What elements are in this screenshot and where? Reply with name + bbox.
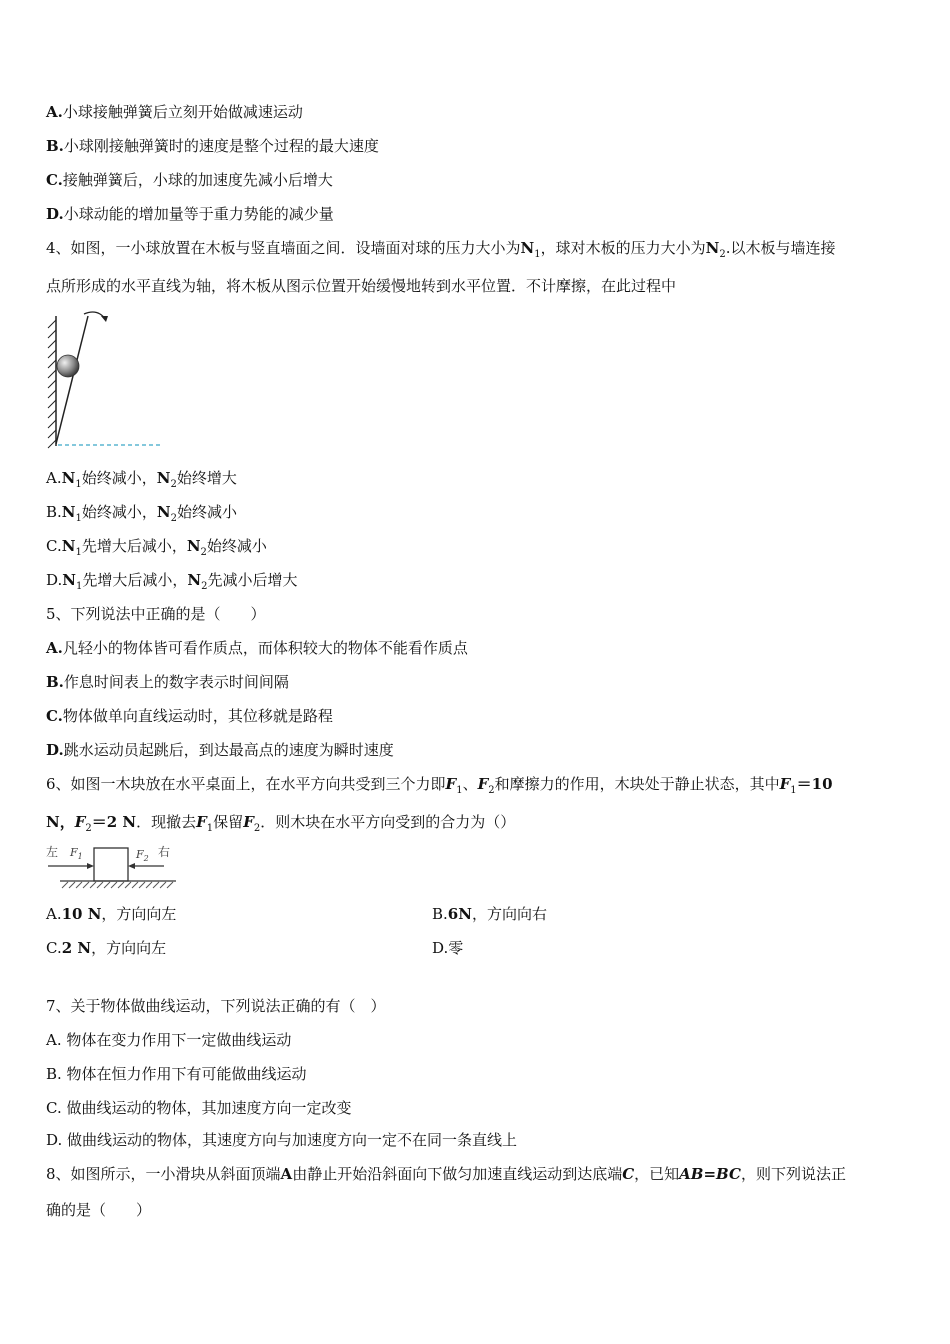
q3-option-a: A.小球接触弹簧后立刻开始做减速运动 [46, 103, 303, 121]
label-f1: $F_1$ [70, 846, 83, 861]
q5-option-d: D.跳水运动员起跳后，到达最高点的速度为瞬时速度 [46, 741, 394, 759]
q6-option-b: B.6N，方向向右 [432, 905, 547, 923]
q3-option-b: B.小球刚接触弹簧时的速度是整个过程的最大速度 [46, 137, 379, 155]
q7-option-b: B. 物体在恒力作用下有可能做曲线运动 [46, 1065, 307, 1083]
q6-stem-line1: 6、如图一木块放在水平桌面上，在水平方向共受到三个力即$F_1$、$F_2$和摩擦力的作用，木块处于静止状态，其中$F_1=10$ [46, 775, 833, 796]
q4-option-d: $D.N_1$先增大后减小，$N_2$先减小后增大 [46, 571, 298, 592]
wooden-block [94, 848, 128, 881]
q8-stem-line2: 确的是（ ） [46, 1201, 152, 1219]
q5-option-c: C.物体做单向直线运动时，其位移就是路程 [46, 707, 333, 725]
q3-option-c: C.接触弹簧后，小球的加速度先减小后增大 [46, 171, 333, 189]
q4-stem-line1: 4、如图，一小球放置在木板与竖直墙面之间．设墙面对球的压力大小为$N_1$，球对木板的压力大小为$N_2$.以木板与墙连接 [46, 239, 836, 260]
q4-option-a: $A.N_1$始终减小，$N_2$始终增大 [46, 469, 237, 490]
q7-option-c: C. 做曲线运动的物体，其加速度方向一定改变 [46, 1099, 352, 1117]
q5-stem: 5、下列说法中正确的是（ ） [46, 605, 266, 623]
board-line [56, 316, 88, 444]
label-right: 右 [158, 845, 171, 859]
ball [57, 355, 79, 377]
wall-ball-board-figure [40, 306, 170, 452]
q5-option-b: B.作息时间表上的数字表示时间间隔 [46, 673, 289, 691]
q6-option-a: A.10 N，方向向左 [46, 905, 177, 923]
q7-option-a: A. 物体在变力作用下一定做曲线运动 [46, 1031, 292, 1049]
q4-stem-line2: 点所形成的水平直线为轴，将木板从图示位置开始缓慢地转到水平位置．不计摩擦，在此过程中 [46, 277, 677, 295]
label-left: 左 [46, 845, 59, 859]
q3-option-d: D.小球动能的增加量等于重力势能的减少量 [46, 205, 334, 223]
q6-stem-line2: N，$F_2=2$ N．现撤去$F_1$保留$F_2$．则木块在水平方向受到的合力为（） [46, 813, 516, 834]
q6-option-d: D.零 [432, 939, 464, 957]
table-hatching [62, 882, 173, 888]
q4-option-c: $C.N_1$先增大后减小，$N_2$始终减小 [46, 537, 267, 558]
q7-stem: 7、关于物体做曲线运动，下列说法正确的有（ ） [46, 997, 386, 1015]
q6-option-c: C.2 N，方向向左 [46, 939, 167, 957]
q8-stem-line1: 8、如图所示，一小滑块从斜面顶端A由静止开始沿斜面向下做匀加速直线运动到达底端C，已知AB=BC，则下列说法正 [46, 1165, 846, 1183]
block-forces-figure [42, 842, 182, 892]
q4-option-b: $B.N_1$始终减小，$N_2$始终减小 [46, 503, 238, 524]
wall-hatching [48, 320, 56, 448]
q5-option-a: A.凡轻小的物体皆可看作质点，而体积较大的物体不能看作质点 [46, 639, 468, 657]
label-f2: $F_2$ [136, 848, 149, 863]
q7-option-d: D. 做曲线运动的物体，其速度方向与加速度方向一定不在同一条直线上 [46, 1131, 518, 1149]
